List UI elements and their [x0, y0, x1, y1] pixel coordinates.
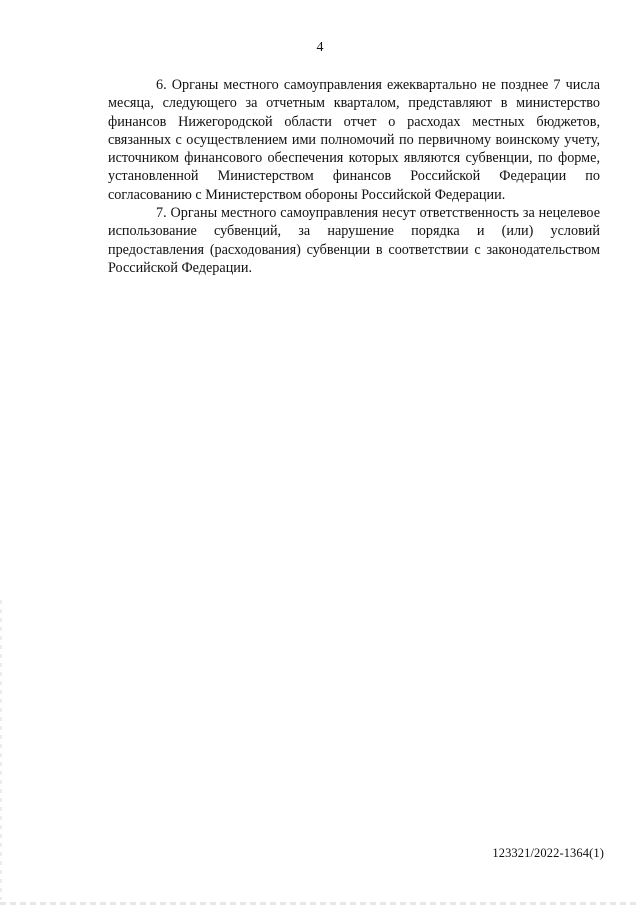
document-id: 123321/2022-1364(1): [492, 846, 604, 860]
document-body: [108, 76, 600, 277]
paragraph-7: 7. Органы местного самоуправления несут ответственность за нецелевое использование субвенций, за нарушение порядка и (или) условий предоставления (расходования) субвенции в соответствии с законодательством Российской Федерации.: [108, 205, 600, 276]
page-number: 4: [316, 40, 324, 55]
paragraph-6: 6. Органы местного самоуправления ежеквартально не позднее 7 числа месяца, следующего за отчетным кварталом, представляют в министерство финансов Нижегородской области отчет о расходах местных бюджетов, связанных с осуществлением ими полномочий по первичному воинскому учету, источником финансового обеспечения которых являются субвенции, по форме, установленной Министерством финансов Российской Федерации по согласованию с Министерством обороны Российской Федерации.: [108, 77, 600, 203]
scan-edge-left: [0, 600, 2, 900]
